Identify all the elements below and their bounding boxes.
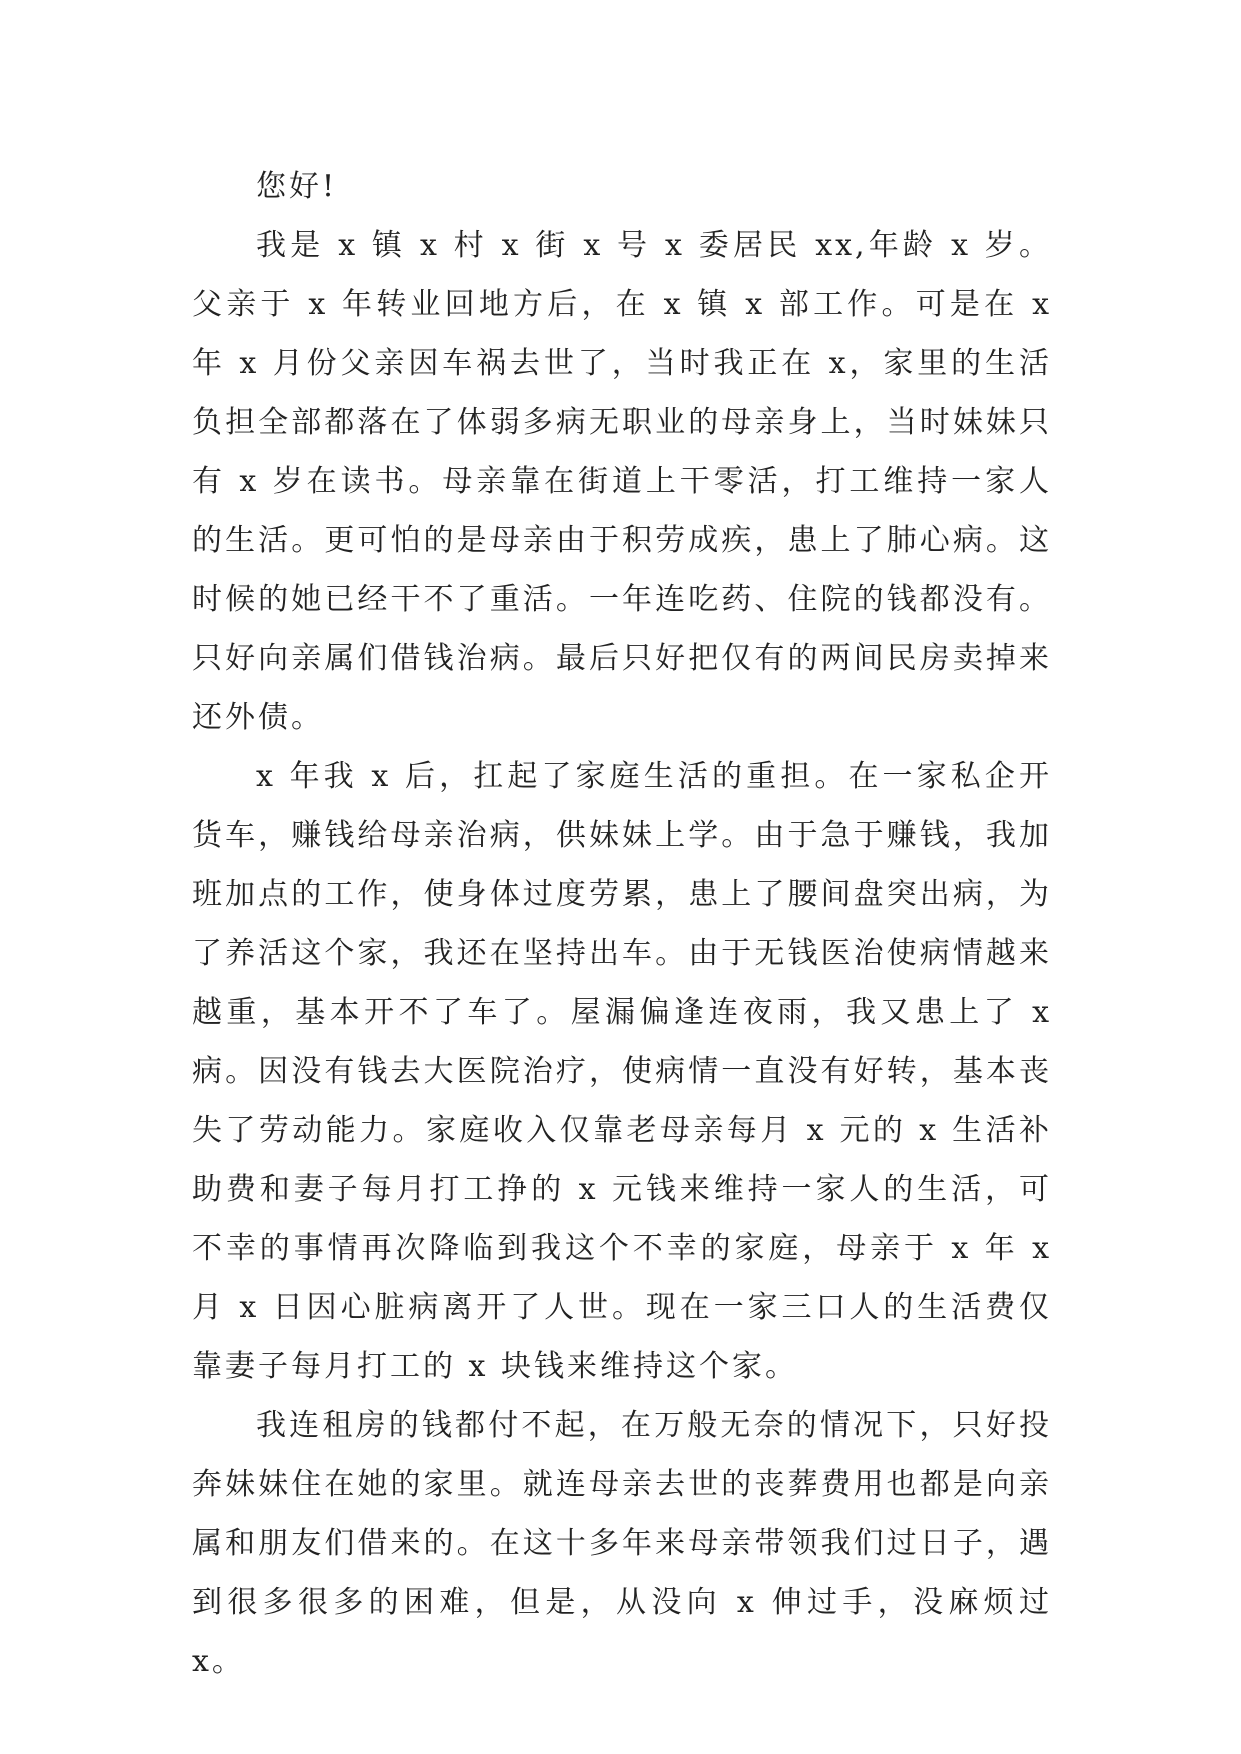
paragraph-3: 我连租房的钱都付不起，在万般无奈的情况下，只好投奔妹妹住在她的家里。就连母亲去世的丧葬费用也都是向亲属和朋友们借来的。在这十多年来母亲带领我们过日子，遇到很多很多的困难，但是，从没向 x 伸过手，没麻烦过 x。 bbox=[192, 1408, 1052, 1679]
letter-body bbox=[192, 157, 1052, 1691]
paragraph-2: x 年我 x 后，扛起了家庭生活的重担。在一家私企开货车，赚钱给母亲治病，供妹妹上学。由于急于赚钱，我加班加点的工作，使身体过度劳累，患上了腰间盘突出病，为了养活这个家，我还在坚持出车。由于无钱医治使病情越来越重，基本开不了车了。屋漏偏逢连夜雨，我又患上了 x 病。因没有钱去大医院治疗，使病情一直没有好转，基本丧失了劳动能力。家庭收入仅靠老母亲每月 x 元的 x 生活补助费和妻子每月打工挣的 x 元钱来维持一家人的生活，可不幸的事情再次降临到我这个不幸的家庭，母亲于 x 年 x 月 x 日因心脏病离开了人世。现在一家三口人的生活费仅靠妻子每月打工的 x 块钱来维持这个家。 bbox=[192, 759, 1052, 1384]
greeting-line: 您好! bbox=[256, 169, 338, 204]
paragraph-1: 我是 x 镇 x 村 x 街 x 号 x 委居民 xx,年龄 x 岁。父亲于 x 年转业回地方后，在 x 镇 x 部工作。可是在 x 年 x 月份父亲因车祸去世了，当时我正在 x，家里的生活负担全部都落在了体弱多病无职业的母亲身上，当时妹妹只有 x 岁在读书。母亲靠在街道上干零活，打工维持一家人的生活。更可怕的是母亲由于积劳成疾，患上了肺心病。这时候的她已经干不了重活。一年连吃药、住院的钱都没有。只好向亲属们借钱治病。最后只好把仅有的两间民房卖掉来还外债。 bbox=[192, 228, 1052, 735]
